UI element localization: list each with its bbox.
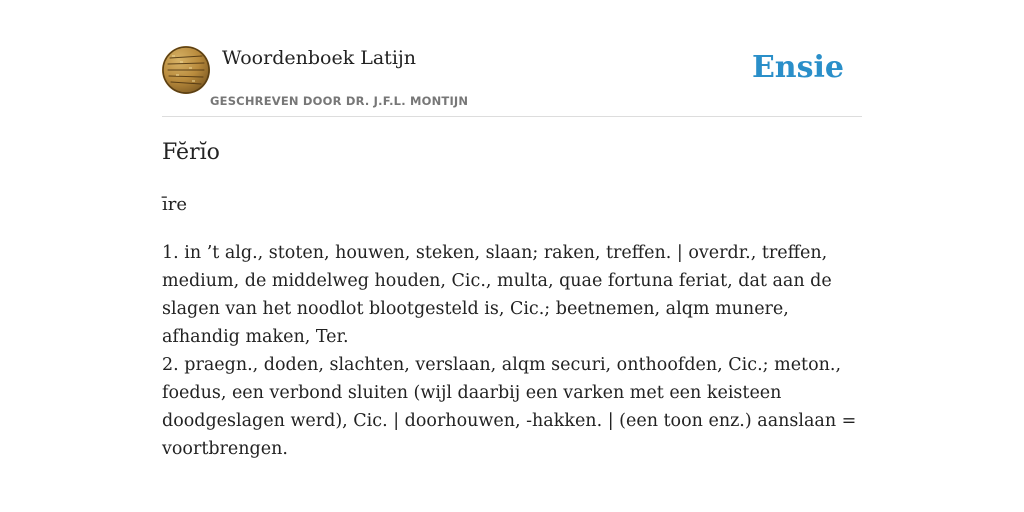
header	[162, 46, 862, 117]
brand-logo[interactable]: Ensie	[751, 50, 844, 85]
entry-definitions	[162, 239, 862, 463]
author-byline: GESCHREVEN DOOR DR. J.F.L. MONTIJN	[210, 94, 469, 108]
definition-item: 2. praegn., doden, slachten, verslaan, alqm securi, onthoofden, Cic.; meton., foedus, een verbond sluiten (wijl daarbij een varken met een keisteen doodgeslagen werd), Cic. | doorhouwen, -hakken. | (een toon enz.) aanslaan = voortbrengen.	[162, 355, 857, 459]
book-title[interactable]: Woordenboek Latijn	[222, 47, 417, 69]
definition-item: 1. in ’t alg., stoten, houwen, steken, slaan; raken, treffen. | overdr., treffen, medium, de middelweg houden, Cic., multa, quae fortuna feriat, dat aan de slagen van het noodlot blootgesteld is, Cic.; beetnemen, alqm munere, afhandig maken, Ter.	[162, 243, 832, 347]
entry-term: Fĕrĭo	[162, 140, 220, 165]
coin-inscription-icon[interactable]	[162, 46, 210, 94]
entry-inflection: īre	[162, 194, 188, 215]
